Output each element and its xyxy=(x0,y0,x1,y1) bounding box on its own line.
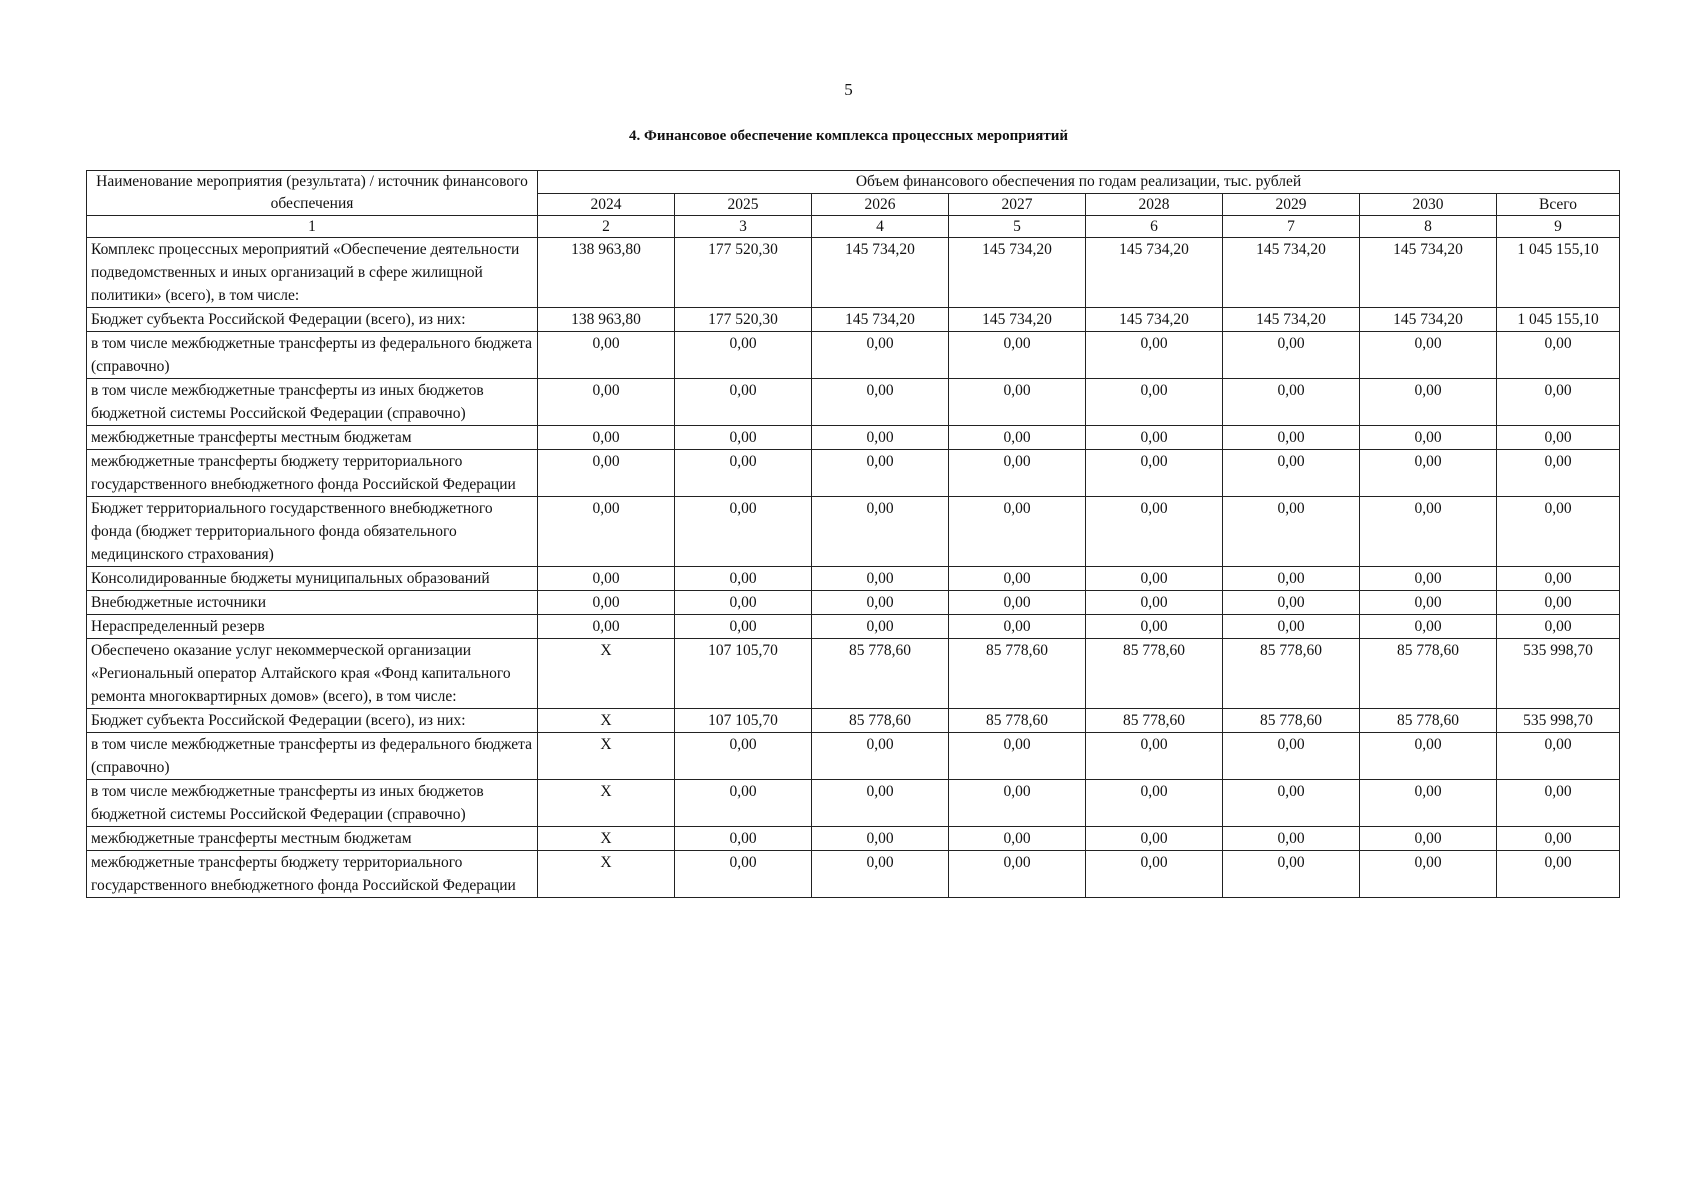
row-value: 85 778,60 xyxy=(949,709,1086,733)
row-value: 0,00 xyxy=(949,426,1086,450)
row-value: 0,00 xyxy=(675,851,812,898)
row-value: 0,00 xyxy=(812,733,949,780)
row-value: 0,00 xyxy=(1360,332,1497,379)
row-value: 0,00 xyxy=(812,567,949,591)
row-value: 85 778,60 xyxy=(1360,639,1497,709)
row-value: 0,00 xyxy=(1497,332,1620,379)
row-value: 177 520,30 xyxy=(675,308,812,332)
row-value: 0,00 xyxy=(675,332,812,379)
table-row xyxy=(87,780,1620,827)
row-value: 0,00 xyxy=(538,426,675,450)
row-value: 0,00 xyxy=(675,615,812,639)
row-value: 0,00 xyxy=(812,426,949,450)
row-name: Нераспределенный резерв xyxy=(87,615,538,639)
row-value: 0,00 xyxy=(1086,379,1223,426)
row-value: 0,00 xyxy=(1223,851,1360,898)
table-row xyxy=(87,567,1620,591)
column-number: 4 xyxy=(812,216,949,238)
row-name: межбюджетные трансферты бюджету территориального государственного внебюджетного фонда Российской Федерации xyxy=(87,450,538,497)
row-value: 0,00 xyxy=(812,851,949,898)
row-value: 0,00 xyxy=(1086,332,1223,379)
row-value: 177 520,30 xyxy=(675,238,812,308)
year-header: 2029 xyxy=(1223,193,1360,216)
row-value: 0,00 xyxy=(1360,426,1497,450)
row-value: 0,00 xyxy=(812,450,949,497)
section-title: 4. Финансовое обеспечение комплекса процессных мероприятий xyxy=(629,128,1068,144)
row-name: Внебюджетные источники xyxy=(87,591,538,615)
table-row xyxy=(87,827,1620,851)
row-value: 0,00 xyxy=(675,591,812,615)
row-value: X xyxy=(538,733,675,780)
row-value: 145 734,20 xyxy=(949,308,1086,332)
row-name: Комплекс процессных мероприятий «Обеспечение деятельности подведомственных и иных организаций в сфере жилищной политики» (всего), в том числе: xyxy=(87,238,538,308)
column-number: 1 xyxy=(87,216,538,238)
row-value: 0,00 xyxy=(1497,827,1620,851)
row-name: межбюджетные трансферты местным бюджетам xyxy=(87,827,538,851)
row-value: 145 734,20 xyxy=(949,238,1086,308)
row-value: 0,00 xyxy=(675,426,812,450)
row-value: 0,00 xyxy=(675,567,812,591)
row-value: 145 734,20 xyxy=(1086,308,1223,332)
row-value: 0,00 xyxy=(1497,497,1620,567)
row-value: 107 105,70 xyxy=(675,709,812,733)
row-value: 0,00 xyxy=(1223,450,1360,497)
row-value: 0,00 xyxy=(949,567,1086,591)
table-body xyxy=(87,238,1620,898)
row-value: 535 998,70 xyxy=(1497,639,1620,709)
row-value: 0,00 xyxy=(1360,591,1497,615)
row-name: в том числе межбюджетные трансферты из федерального бюджета (справочно) xyxy=(87,733,538,780)
table-row xyxy=(87,308,1620,332)
row-value: 145 734,20 xyxy=(1223,238,1360,308)
row-value: 0,00 xyxy=(1223,827,1360,851)
row-name: в том числе межбюджетные трансферты из иных бюджетов бюджетной системы Российской Федерации (справочно) xyxy=(87,780,538,827)
row-value: X xyxy=(538,827,675,851)
row-name: Бюджет субъекта Российской Федерации (всего), из них: xyxy=(87,709,538,733)
row-name: Консолидированные бюджеты муниципальных образований xyxy=(87,567,538,591)
row-value: 0,00 xyxy=(812,332,949,379)
row-value: 0,00 xyxy=(1086,567,1223,591)
row-value: 0,00 xyxy=(812,615,949,639)
row-value: 0,00 xyxy=(1360,497,1497,567)
row-value: 0,00 xyxy=(675,450,812,497)
row-value: 0,00 xyxy=(949,827,1086,851)
row-value: 0,00 xyxy=(1360,733,1497,780)
table-row xyxy=(87,426,1620,450)
table-row xyxy=(87,497,1620,567)
row-value: 0,00 xyxy=(1360,450,1497,497)
row-value: 85 778,60 xyxy=(1223,709,1360,733)
row-value: 85 778,60 xyxy=(812,639,949,709)
row-value: 0,00 xyxy=(538,615,675,639)
row-value: 0,00 xyxy=(812,591,949,615)
year-header: Всего xyxy=(1497,193,1620,216)
row-value: X xyxy=(538,780,675,827)
column-number: 7 xyxy=(1223,216,1360,238)
table-row xyxy=(87,733,1620,780)
row-value: 0,00 xyxy=(1497,567,1620,591)
row-value: 0,00 xyxy=(1360,615,1497,639)
row-name: Бюджет территориального государственного внебюджетного фонда (бюджет территориального фонда обязательного медицинского страхования) xyxy=(87,497,538,567)
row-value: 1 045 155,10 xyxy=(1497,238,1620,308)
row-value: 145 734,20 xyxy=(1360,308,1497,332)
table-row xyxy=(87,379,1620,426)
row-value: 0,00 xyxy=(1360,379,1497,426)
row-value: 0,00 xyxy=(1497,615,1620,639)
row-value: 0,00 xyxy=(949,450,1086,497)
row-value: 0,00 xyxy=(1223,591,1360,615)
row-value: X xyxy=(538,709,675,733)
row-value: 0,00 xyxy=(949,780,1086,827)
column-number: 3 xyxy=(675,216,812,238)
table-row xyxy=(87,709,1620,733)
row-name: в том числе межбюджетные трансферты из федерального бюджета (справочно) xyxy=(87,332,538,379)
row-value: 0,00 xyxy=(538,332,675,379)
row-value: 0,00 xyxy=(1497,450,1620,497)
row-value: 0,00 xyxy=(812,497,949,567)
table-row xyxy=(87,332,1620,379)
row-value: 0,00 xyxy=(675,497,812,567)
row-value: 0,00 xyxy=(1360,851,1497,898)
row-value: 0,00 xyxy=(949,591,1086,615)
row-value: 0,00 xyxy=(1223,567,1360,591)
row-value: X xyxy=(538,851,675,898)
table-row xyxy=(87,591,1620,615)
row-value: 85 778,60 xyxy=(1223,639,1360,709)
row-value: 0,00 xyxy=(1086,780,1223,827)
row-value: 145 734,20 xyxy=(1086,238,1223,308)
row-value: 85 778,60 xyxy=(1086,639,1223,709)
row-value: 85 778,60 xyxy=(1360,709,1497,733)
row-name: Обеспечено оказание услуг некоммерческой организации «Региональный оператор Алтайского края «Фонд капитального ремонта многоквартирных домов» (всего), в том числе: xyxy=(87,639,538,709)
row-value: 0,00 xyxy=(949,497,1086,567)
row-value: 0,00 xyxy=(538,497,675,567)
row-value: 0,00 xyxy=(1497,780,1620,827)
row-name: Бюджет субъекта Российской Федерации (всего), из них: xyxy=(87,308,538,332)
row-value: 138 963,80 xyxy=(538,238,675,308)
column-number: 8 xyxy=(1360,216,1497,238)
row-value: 0,00 xyxy=(1223,332,1360,379)
row-value: X xyxy=(538,639,675,709)
year-header: 2030 xyxy=(1360,193,1497,216)
row-value: 85 778,60 xyxy=(949,639,1086,709)
year-header: 2025 xyxy=(675,193,812,216)
row-value: 0,00 xyxy=(1086,851,1223,898)
row-value: 0,00 xyxy=(1086,591,1223,615)
column-numbers-row xyxy=(87,216,1620,238)
row-value: 145 734,20 xyxy=(812,308,949,332)
row-value: 0,00 xyxy=(949,733,1086,780)
row-value: 0,00 xyxy=(949,615,1086,639)
row-value: 0,00 xyxy=(1497,851,1620,898)
row-value: 0,00 xyxy=(1497,591,1620,615)
row-value: 0,00 xyxy=(1086,733,1223,780)
row-value: 138 963,80 xyxy=(538,308,675,332)
col1-header: Наименование мероприятия (результата) / источник финансового обеспечения xyxy=(87,171,538,216)
row-value: 0,00 xyxy=(1086,426,1223,450)
year-header: 2024 xyxy=(538,193,675,216)
row-value: 0,00 xyxy=(812,827,949,851)
row-value: 0,00 xyxy=(1360,780,1497,827)
row-value: 0,00 xyxy=(949,332,1086,379)
financing-table xyxy=(86,170,1620,898)
table-row xyxy=(87,639,1620,709)
row-name: межбюджетные трансферты местным бюджетам xyxy=(87,426,538,450)
group-header: Объем финансового обеспечения по годам реализации, тыс. рублей xyxy=(538,171,1620,194)
row-value: 1 045 155,10 xyxy=(1497,308,1620,332)
row-value: 0,00 xyxy=(675,733,812,780)
row-value: 107 105,70 xyxy=(675,639,812,709)
row-value: 145 734,20 xyxy=(1223,308,1360,332)
row-value: 0,00 xyxy=(1497,733,1620,780)
row-value: 0,00 xyxy=(1497,379,1620,426)
row-value: 0,00 xyxy=(1223,780,1360,827)
row-value: 0,00 xyxy=(1086,615,1223,639)
column-number: 2 xyxy=(538,216,675,238)
table-row xyxy=(87,851,1620,898)
row-name: в том числе межбюджетные трансферты из иных бюджетов бюджетной системы Российской Федерации (справочно) xyxy=(87,379,538,426)
column-number: 5 xyxy=(949,216,1086,238)
row-value: 0,00 xyxy=(1223,615,1360,639)
row-value: 145 734,20 xyxy=(1360,238,1497,308)
column-number: 6 xyxy=(1086,216,1223,238)
row-value: 0,00 xyxy=(1223,497,1360,567)
table-row xyxy=(87,238,1620,308)
row-value: 0,00 xyxy=(812,780,949,827)
row-value: 0,00 xyxy=(1086,497,1223,567)
row-value: 0,00 xyxy=(1086,827,1223,851)
row-value: 0,00 xyxy=(949,379,1086,426)
row-value: 0,00 xyxy=(1223,379,1360,426)
row-value: 0,00 xyxy=(675,379,812,426)
row-value: 0,00 xyxy=(675,827,812,851)
table-row xyxy=(87,450,1620,497)
row-value: 85 778,60 xyxy=(812,709,949,733)
row-value: 0,00 xyxy=(538,379,675,426)
year-header: 2028 xyxy=(1086,193,1223,216)
row-value: 0,00 xyxy=(1497,426,1620,450)
year-header: 2026 xyxy=(812,193,949,216)
row-value: 145 734,20 xyxy=(812,238,949,308)
column-number: 9 xyxy=(1497,216,1620,238)
row-value: 0,00 xyxy=(1360,827,1497,851)
row-value: 0,00 xyxy=(1223,426,1360,450)
row-value: 0,00 xyxy=(1086,450,1223,497)
row-value: 0,00 xyxy=(538,591,675,615)
page-number: 5 xyxy=(844,80,853,99)
table-row xyxy=(87,615,1620,639)
row-value: 0,00 xyxy=(1223,733,1360,780)
row-value: 535 998,70 xyxy=(1497,709,1620,733)
row-value: 0,00 xyxy=(1360,567,1497,591)
row-value: 0,00 xyxy=(675,780,812,827)
year-header: 2027 xyxy=(949,193,1086,216)
row-value: 0,00 xyxy=(812,379,949,426)
row-value: 0,00 xyxy=(538,567,675,591)
row-value: 85 778,60 xyxy=(1086,709,1223,733)
row-value: 0,00 xyxy=(538,450,675,497)
row-name: межбюджетные трансферты бюджету территориального государственного внебюджетного фонда Российской Федерации xyxy=(87,851,538,898)
row-value: 0,00 xyxy=(949,851,1086,898)
